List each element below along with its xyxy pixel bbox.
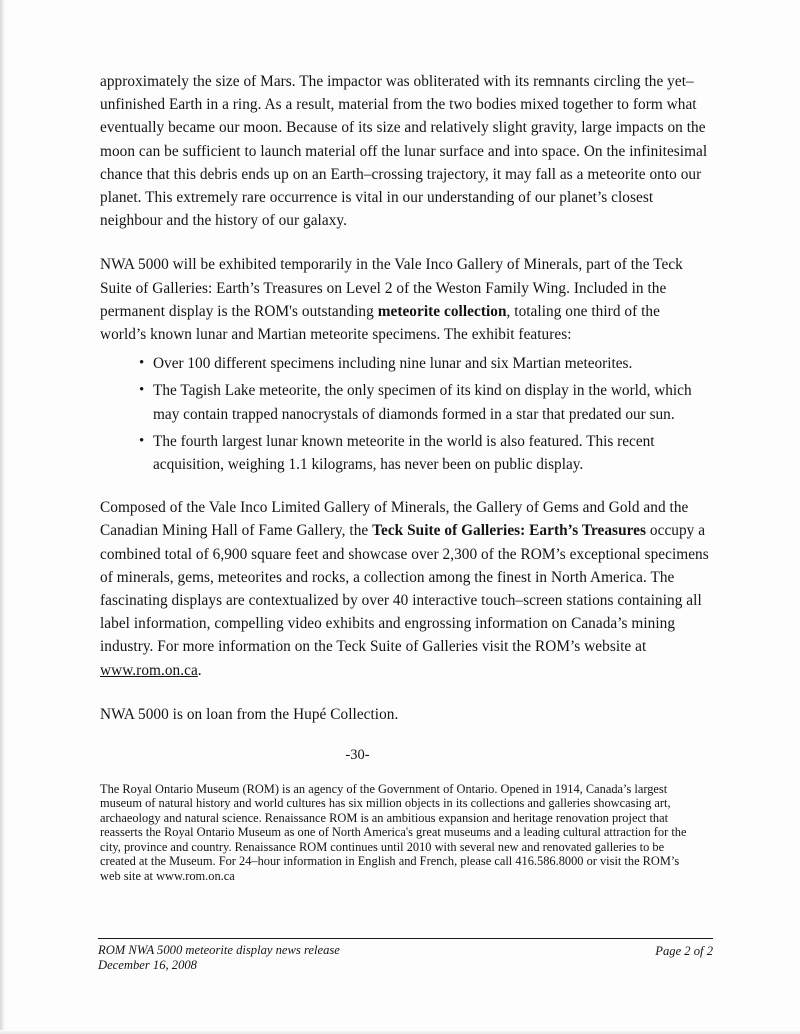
bullet-dot-icon: • [139, 382, 145, 399]
paragraph-exhibit-intro-text-a: NWA 5000 will be exhibited temporarily in the Vale Inco Gallery of Minerals, part of the Teck Suite of Galleries: Earth’s Treasures on Level 2 of the Weston Family Wing. Included in the permanent display is the ROM's outstanding [100, 256, 683, 320]
paragraph-galleries-text-c: . [197, 661, 202, 679]
bullet-dot-icon: • [139, 432, 145, 449]
footer-row [98, 943, 713, 973]
scan-edge-shadow-left [0, 0, 5, 1034]
list-item [100, 379, 710, 425]
document-body [100, 70, 710, 883]
list-item-text: The Tagish Lake meteorite, the only specimen of its kind on display in the world, which may contain trapped nanocrystals of diamonds formed in a star that predated our sun. [153, 382, 692, 423]
footer-page-number: Page 2 of 2 [655, 944, 713, 958]
list-item [100, 352, 710, 375]
boilerplate-about-rom: The Royal Ontario Museum (ROM) is an agency of the Government of Ontario. Opened in 1914, Canada’s largest museum of natural history and world cultures has six million objects in its collections and galleries showcasing art, archaeology and natural science. Renaissance ROM is an ambitious expansion and heritage renovation project that reasserts the Royal Ontario Museum as one of North America's great museums and a leading cultural attraction for the city, province and country. Renaissance ROM continues until 2010 with several new and renovated galleries to be created at the Museum. For 24–hour information in English and French, please call 416.586.8000 or visit the ROM’s web site at www.rom.on.ca [100, 782, 687, 883]
rom-website-link[interactable]: www.rom.on.ca [100, 661, 198, 679]
paragraph-exhibit-intro-text-b: , totaling one third of the world’s known lunar and Martian meteorite specimens. The exhibit features: [100, 302, 660, 344]
footer-date-line: December 16, 2008 [98, 958, 197, 972]
scan-edge-shadow-bottom [0, 1030, 800, 1034]
footer-document-title [98, 943, 340, 973]
paragraph-galleries-description [100, 496, 710, 682]
bullet-dot-icon: • [139, 355, 145, 372]
release-end-marker: -30- [345, 747, 370, 764]
paragraph-loan-credit: NWA 5000 is on loan from the Hupé Collection. [100, 705, 399, 723]
list-item [100, 430, 710, 476]
paragraph-galleries-text-b: occupy a combined total of 6,900 square feet and showcase over 2,300 of the ROM’s exceptional specimens of minerals, gems, meteorites and rocks, a collection among the finest in North America. The fascinating displays are contextualized by over 40 interactive touch–screen stations containing all label information, compelling video exhibits and engrossing information on Canada’s mining industry. For more information on the Teck Suite of Galleries visit the ROM’s website at [100, 522, 709, 656]
footer-divider [98, 938, 713, 939]
teck-suite-emphasis: Teck Suite of Galleries: Earth’s Treasures [372, 522, 647, 540]
list-item-text: Over 100 different specimens including nine lunar and six Martian meteorites. [153, 355, 633, 373]
list-item-text: The fourth largest lunar known meteorite in the world is also featured. This recent acquisition, weighing 1.1 kilograms, has never been on public display. [153, 432, 655, 474]
paragraph-galleries-text-a: Composed of the Vale Inco Limited Gallery of Minerals, the Gallery of Gems and Gold and the Canadian Mining Hall of Fame Gallery, the [100, 499, 689, 540]
exhibit-features-list [100, 352, 710, 476]
paragraph-exhibit-intro [100, 253, 710, 346]
footer-title-line: ROM NWA 5000 meteorite display news release [98, 943, 340, 957]
page-footer [98, 938, 713, 973]
meteorite-collection-emphasis: meteorite collection [377, 302, 507, 320]
paragraph-impactor-origin: approximately the size of Mars. The impactor was obliterated with its remnants circling the yet–unfinished Earth in a ring. As a result, material from the two bodies mixed together to form what eventually became our moon. Because of its size and relatively slight gravity, large impacts on the moon can be sufficient to launch material off the lunar surface and into space. On the infinitesimal chance that this debris ends up on an Earth–crossing trajectory, it may fall as a meteorite onto our planet. This extremely rare occurrence is vital in our understanding of our planet’s closest neighbour and the history of our galaxy. [100, 73, 708, 230]
